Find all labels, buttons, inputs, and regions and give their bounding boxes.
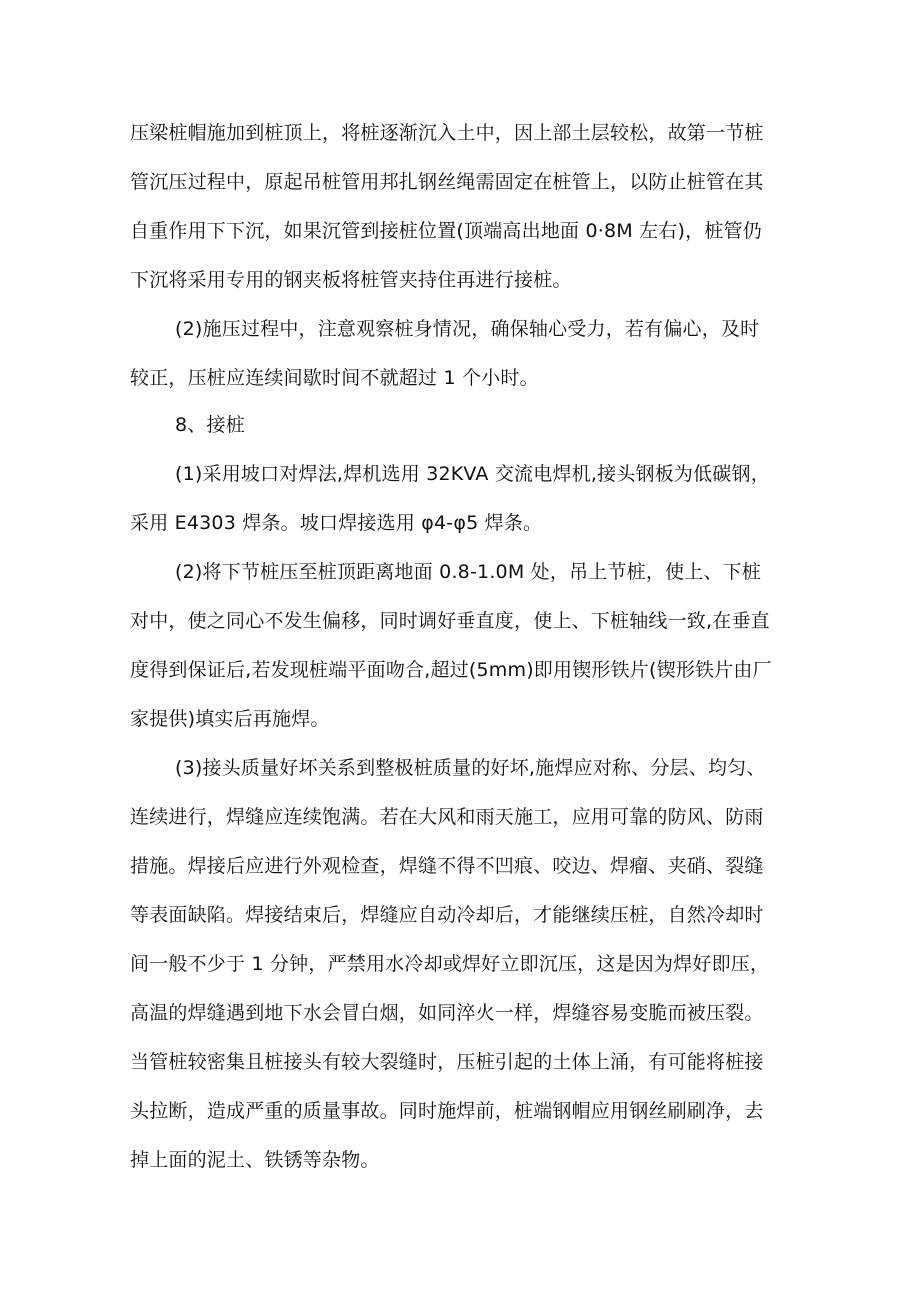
section-heading: 8、接桩 [175,414,245,436]
text-line: 连续进行，焊缝应连续饱满。若在大风和雨天施工，应用可靠的防风、防雨 [130,806,764,828]
text-line: 措施。焊接后应进行外观检查，焊缝不得不凹痕、咬边、焊瘤、夹硝、裂缝 [130,855,764,877]
paragraph-first-line: (2)施压过程中，注意观察桩身情况，确保轴心受力，若有偏心，及时 [175,318,760,340]
paragraph-first-line: (3)接头质量好坏关系到整极桩质量的好坏,施焊应对称、分层、均匀、 [175,757,766,779]
text-line: 等表面缺陷。焊接结束后，焊缝应自动冷却后，才能继续压桩，自然冷却时 [130,904,764,926]
text-line: 头拉断，造成严重的质量事故。同时施焊前，桩端钢帽应用钢丝刷刷净，去 [130,1100,764,1122]
text-line: 家提供)填实后再施焊。 [130,708,330,730]
paragraph-first-line: (1)采用坡口对焊法,焊机选用 32KVA 交流电焊机,接头钢板为低碳钢， [175,463,770,485]
text-line: 掉上面的泥土、铁锈等杂物。 [130,1149,380,1171]
text-line: 当管桩较密集且桩接头有较大裂缝时，压桩引起的土体上涌，有可能将桩接 [130,1051,764,1073]
text-line: 管沉压过程中，原起吊桩管用邦扎钢丝绳需固定在桩管上，以防止桩管在其 [130,171,764,193]
text-line: 压梁桩帽施加到桩顶上，将桩逐渐沉入土中，因上部土层较松，故第一节桩 [130,122,764,144]
text-line: 高温的焊缝遇到地下水会冒白烟，如同淬火一样，焊缝容易变脆而被压裂。 [130,1002,764,1024]
text-line: 下沉将采用专用的钢夹板将桩管夹持住再进行接桩。 [130,269,572,291]
text-line: 间一般不少于 1 分钟，严禁用水冷却或焊好立即沉压，这是因为焊好即压， [130,953,770,975]
text-line: 对中，使之同心不发生偏移，同时调好垂直度，使上、下桩轴线一致,在垂直 [130,610,770,632]
text-line: 较正，压桩应连续间歇时间不就超过 1 个小时。 [130,367,539,389]
text-line: 自重作用下下沉，如果沉管到接桩位置(顶端高出地面 0·8M 左右)，桩管仍 [130,220,762,242]
text-line: 度得到保证后,若发现桩端平面吻合,超过(5mm)即用锲形铁片(锲形铁片由厂 [130,659,772,681]
paragraph-first-line: (2)将下节桩压至桩顶距离地面 0.8-1.0M 处，吊上节桩，使上、下桩 [175,561,762,583]
text-line: 采用 E4303 焊条。坡口焊接选用 φ4-φ5 焊条。 [130,512,543,534]
